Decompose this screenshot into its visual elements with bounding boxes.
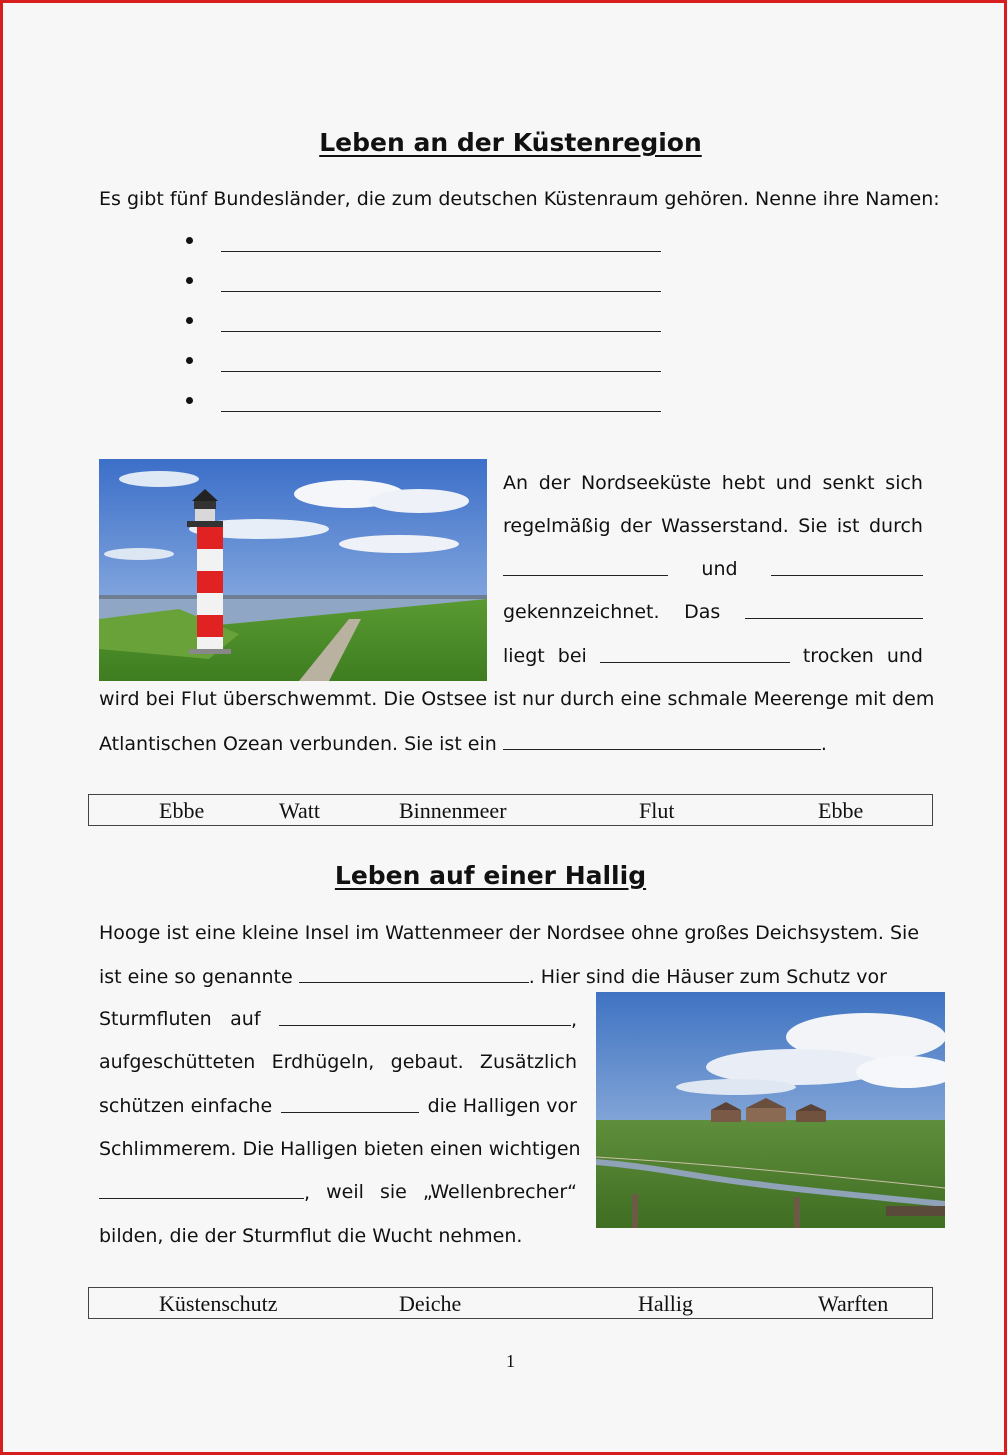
answer-bullet-3[interactable] bbox=[186, 310, 661, 332]
blank-binnenmeer[interactable] bbox=[503, 729, 821, 750]
bullet-dot bbox=[186, 397, 193, 404]
answer-bullet-4[interactable] bbox=[186, 350, 661, 372]
bullet-dot bbox=[186, 317, 193, 324]
answer-blank[interactable] bbox=[221, 291, 661, 292]
hallig-line-5 bbox=[99, 1092, 577, 1120]
page-number: 1 bbox=[506, 1351, 515, 1371]
word: Sturmfluten bbox=[99, 1008, 212, 1030]
word: , bbox=[570, 1009, 577, 1031]
blank-flut[interactable] bbox=[771, 555, 923, 576]
word: Erdhügeln, bbox=[271, 1051, 375, 1073]
word: liegt bbox=[503, 645, 545, 667]
answer-blank[interactable] bbox=[221, 411, 661, 412]
word-bank-item: Watt bbox=[279, 798, 320, 823]
hallig-line-2 bbox=[99, 962, 887, 990]
para-line-7 bbox=[99, 729, 827, 757]
word-bank-item: Flut bbox=[639, 798, 675, 823]
hallig-line-1: Hooge ist eine kleine Insel im Wattenmeer der Nordsee ohne großes Deichsystem. Sie bbox=[99, 922, 920, 944]
blank-kuestenschutz[interactable] bbox=[99, 1178, 304, 1199]
word: weil bbox=[326, 1181, 364, 1203]
word-bank-item: Hallig bbox=[638, 1291, 693, 1316]
section2-title: Leben auf einer Hallig bbox=[334, 861, 647, 890]
word: trocken bbox=[802, 645, 874, 667]
blank-ebbe-2[interactable] bbox=[600, 642, 790, 663]
bullet-dot bbox=[186, 277, 193, 284]
answer-blank[interactable] bbox=[221, 371, 661, 372]
hallig-illustration bbox=[596, 992, 945, 1228]
word: Nordseeküste bbox=[580, 472, 712, 494]
blank-hallig[interactable] bbox=[299, 962, 529, 983]
word: . bbox=[820, 733, 827, 755]
bullet-dot bbox=[186, 357, 193, 364]
word: gebaut. bbox=[390, 1051, 464, 1073]
word-bank-item: Binnenmeer bbox=[399, 798, 507, 823]
word: . Hier sind die Häuser zum Schutz vor bbox=[528, 966, 887, 988]
para-line-4 bbox=[503, 598, 923, 626]
lighthouse-illustration bbox=[99, 459, 487, 681]
lighthouse-photo bbox=[99, 459, 487, 681]
word: bei bbox=[557, 645, 587, 667]
word: „Wellenbrecher“ bbox=[422, 1181, 577, 1203]
word: durch bbox=[868, 515, 923, 537]
answer-blank[interactable] bbox=[221, 331, 661, 332]
para-line-1 bbox=[503, 469, 923, 497]
word: aufgeschütteten bbox=[99, 1051, 256, 1073]
hallig-line-8: bilden, die der Sturmflut die Wucht nehmen. bbox=[99, 1225, 523, 1247]
section1-intro: Es gibt fünf Bundesländer, die zum deutschen Küstenraum gehören. Nenne ihre Namen: bbox=[99, 188, 940, 210]
word: der bbox=[620, 515, 652, 537]
word: regelmäßig bbox=[503, 515, 611, 537]
word-bank-2 bbox=[88, 1287, 933, 1319]
hallig-photo bbox=[596, 992, 945, 1228]
word: gekennzeichnet. bbox=[503, 601, 660, 623]
word: und bbox=[775, 472, 812, 494]
word: Das bbox=[684, 601, 721, 623]
word: hebt bbox=[721, 472, 766, 494]
word: ist eine so genannte bbox=[99, 966, 293, 988]
section1-title: Leben an der Küstenregion bbox=[319, 128, 702, 157]
bullet-dot bbox=[186, 237, 193, 244]
word: senkt bbox=[822, 472, 875, 494]
word: Atlantischen Ozean verbunden. Sie ist ein bbox=[99, 733, 497, 755]
hallig-line-3 bbox=[99, 1005, 577, 1033]
word-bank-item: Ebbe bbox=[818, 798, 864, 823]
word: auf bbox=[230, 1008, 261, 1030]
para-line-2 bbox=[503, 512, 923, 540]
para-line-5 bbox=[503, 642, 923, 670]
hallig-line-4 bbox=[99, 1048, 577, 1076]
word: Zusätzlich bbox=[479, 1051, 577, 1073]
word: und bbox=[701, 558, 738, 580]
word-bank-item: Küstenschutz bbox=[159, 1291, 278, 1316]
answer-bullet-5[interactable] bbox=[186, 390, 661, 412]
word: Sie bbox=[798, 515, 828, 537]
word-bank-item: Deiche bbox=[399, 1291, 462, 1316]
para-line-3 bbox=[503, 555, 923, 583]
word: Wasserstand. bbox=[661, 515, 789, 537]
word-bank-item: Warften bbox=[818, 1291, 889, 1316]
word: ist bbox=[836, 515, 860, 537]
word: sich bbox=[885, 472, 923, 494]
answer-bullet-1[interactable] bbox=[186, 230, 661, 252]
para-line-6: wird bei Flut überschwemmt. Die Ostsee ist nur durch eine schmale Meerenge mit dem bbox=[99, 688, 935, 710]
word: , bbox=[304, 1182, 311, 1204]
word: und bbox=[886, 645, 923, 667]
answer-blank[interactable] bbox=[221, 251, 661, 252]
blank-ebbe[interactable] bbox=[503, 555, 668, 576]
word: der bbox=[538, 472, 571, 494]
word-bank-1 bbox=[88, 794, 933, 826]
answer-bullet-2[interactable] bbox=[186, 270, 661, 292]
word: An bbox=[503, 472, 529, 494]
hallig-line-7 bbox=[99, 1178, 577, 1206]
word: schützen einfache bbox=[99, 1095, 273, 1117]
hallig-line-6: Schlimmerem. Die Halligen bieten einen wichtigen bbox=[99, 1138, 581, 1160]
blank-warften[interactable] bbox=[279, 1005, 571, 1026]
word: sie bbox=[379, 1181, 407, 1203]
blank-deiche[interactable] bbox=[281, 1092, 419, 1113]
word: die Halligen vor bbox=[427, 1095, 577, 1117]
blank-watt[interactable] bbox=[745, 598, 923, 619]
word-bank-item: Ebbe bbox=[159, 798, 205, 823]
